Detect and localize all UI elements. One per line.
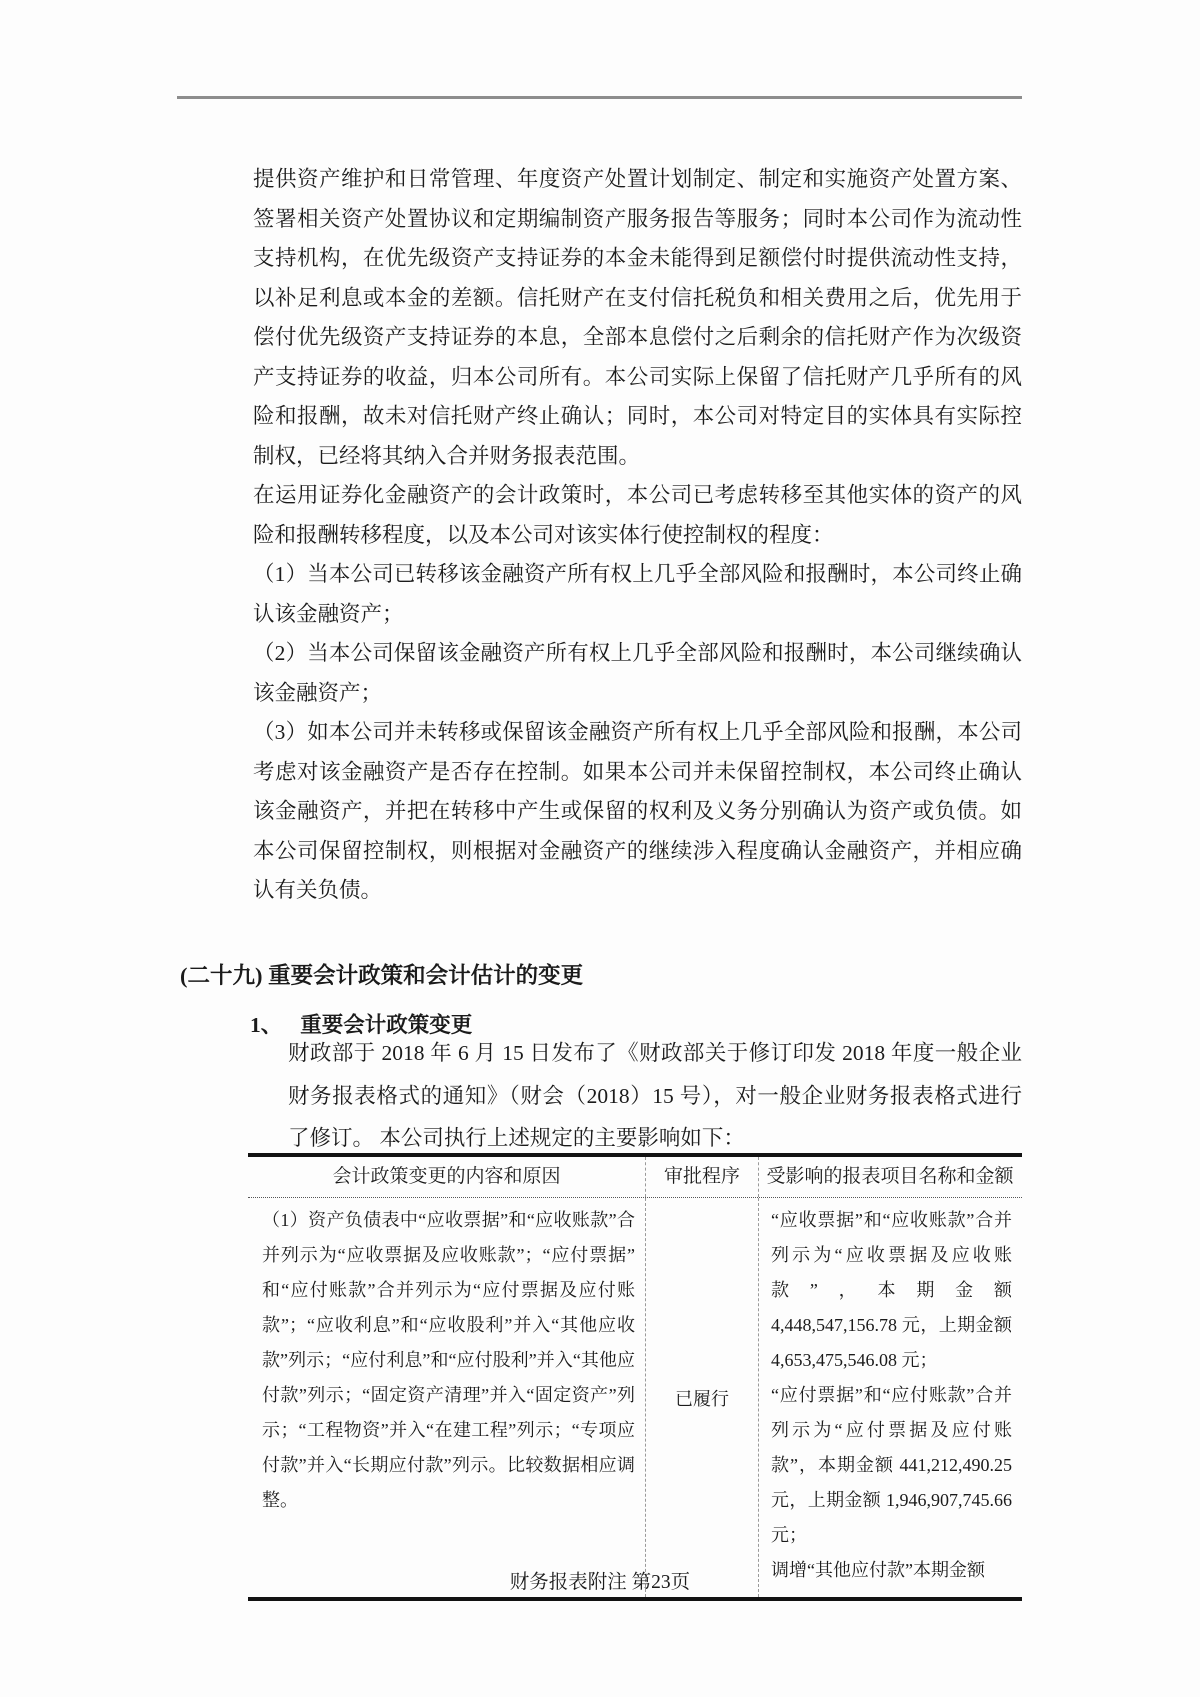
- section-heading: (二十九) 重要会计政策和会计估计的变更: [180, 963, 584, 988]
- intro-paragraph: 财政部于 2018 年 6 月 15 日发布了《财政部关于修订印发 2018 年度一般企业财务报表格式的通知》（财会（2018）15 号），对一般企业财务报表格式进行了修订。 本公司执行上述规定的主要影响如下：: [288, 1041, 1022, 1150]
- impact-paragraph: “应付票据”和“应付账款”合并列示为“应付票据及应付账款”，本期金额 441,212,490.25 元，上期金额 1,946,907,745.66 元；: [771, 1385, 1012, 1545]
- page-footer: 财务报表附注 第23页: [509, 1572, 691, 1593]
- policy-change-table: [248, 1153, 1022, 1601]
- approval-status-text: 已履行: [675, 1388, 729, 1409]
- table-body-row: [248, 1198, 1022, 1597]
- header-cell-content: 会计政策变更的内容和原因: [248, 1157, 646, 1197]
- cell-approval-status: [646, 1198, 759, 1597]
- header-cell-approval: 审批程序: [646, 1157, 759, 1197]
- body-paragraph: 在运用证券化金融资产的会计政策时，本公司已考虑转移至其他实体的资产的风险和报酬转移程度，以及本公司对该实体行使控制权的程度：: [253, 483, 1022, 547]
- body-paragraph: （3）如本公司并未转移或保留该金融资产所有权上几乎全部风险和报酬，本公司考虑对该金融资产是否存在控制。如果本公司并未保留控制权，本公司终止确认该金融资产，并把在转移中产生或保留的权利及义务分别确认为资产或负债。如本公司保留控制权，则根据对金融资产的继续涉入程度确认金融资产，并相应确认有关负债。: [253, 720, 1022, 902]
- subsection-title: 重要会计政策变更: [300, 1013, 473, 1037]
- header-cell-impact: 受影响的报表项目名称和金额: [766, 1166, 1014, 1187]
- cell-impact-detail: [759, 1198, 1021, 1597]
- impact-paragraph: 调增“其他应付款”本期金额: [771, 1560, 985, 1580]
- body-paragraph: 提供资产维护和日常管理、年度资产处置计划制定、制定和实施资产处置方案、签署相关资产处置协议和定期编制资产服务报告等服务；同时本公司作为流动性支持机构，在优先级资产支持证券的本金未能得到足额偿付时提供流动性支持，以补足利息或本金的差额。信托财产在支付信托税负和相关费用之后，优先用于偿付优先级资产支持证券的本息，全部本息偿付之后剩余的信托财产作为次级资产支持证券的收益，归本公司所有。本公司实际上保留了信托财产几乎所有的风险和报酬，故未对信托财产终止确认；同时，本公司对特定目的实体具有实际控制权，已经将其纳入合并财务报表范围。: [253, 167, 1022, 468]
- header-rule: [177, 96, 1022, 99]
- impact-paragraph: “应收票据”和“应收账款”合并列示为“应收票据及应收账款”，本期金额 4,448,547,156.78 元，上期金额 4,653,475,546.08 元；: [771, 1210, 1012, 1370]
- cell-policy-content: [248, 1198, 646, 1597]
- table-header-row: [248, 1157, 1022, 1198]
- subsection-number: 1、: [250, 1013, 283, 1037]
- policy-content-text: （1）资产负债表中“应收票据”和“应收账款”合并列示为“应收票据及应收账款”；“应付票据”和“应付账款”合并列示为“应付票据及应付账款”；“应收利息”和“应收股利”并入“其他应收款”列示；“应付利息”和“应付股利”并入“其他应付款”列示；“固定资产清理”并入“固定资产”列示；“工程物资”并入“在建工程”列示；“专项应付款”并入“长期应付款”列示。比较数据相应调整。: [262, 1210, 635, 1510]
- body-text-block: [253, 160, 1022, 911]
- body-paragraph: （1）当本公司已转移该金融资产所有权上几乎全部风险和报酬时，本公司终止确认该金融资产；: [253, 562, 1022, 626]
- body-paragraph: （2）当本公司保留该金融资产所有权上几乎全部风险和报酬时，本公司继续确认该金融资产；: [253, 641, 1022, 705]
